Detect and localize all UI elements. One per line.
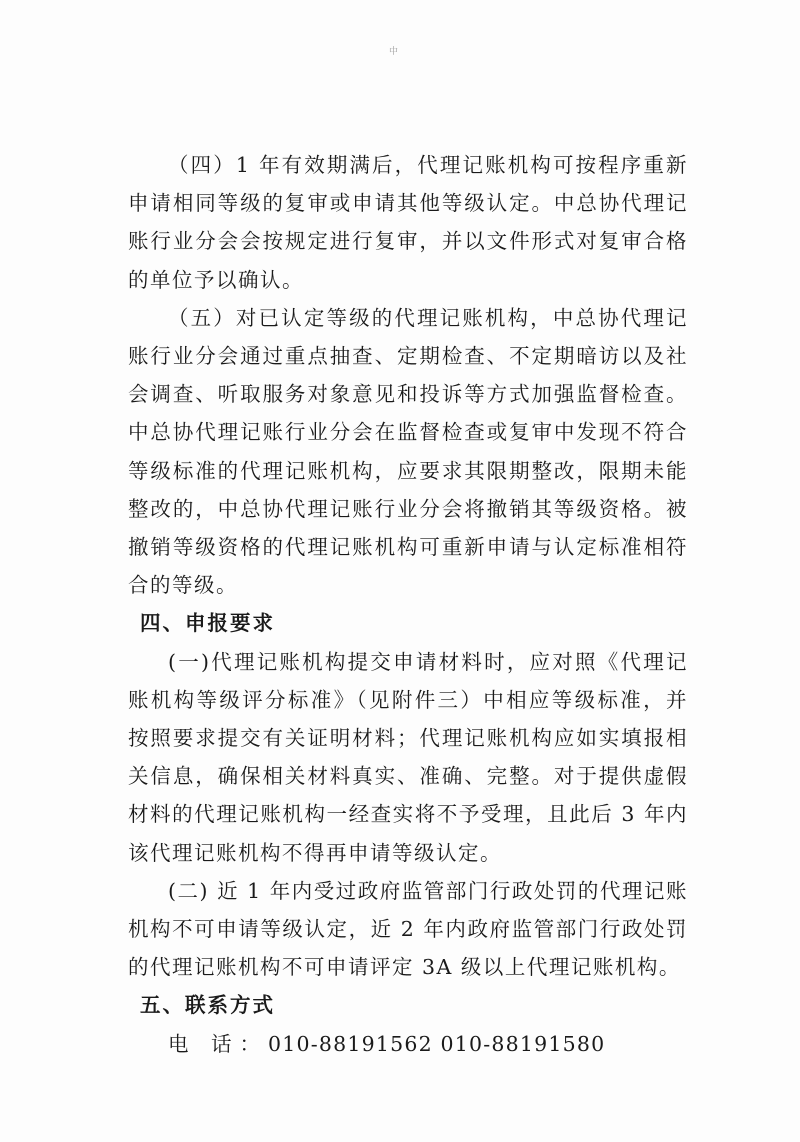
paragraph-item-4: （四）1 年有效期满后，代理记账机构可按程序重新申请相同等级的复审或申请其他等级认定。中总协代理记账行业分会会按规定进行复审，并以文件形式对复审合格的单位予以确认。 [128, 153, 688, 292]
requirement-item-2: (二) 近 1 年内受过政府监管部门行政处罚的代理记账机构不可申请等级认定，近 2 年内政府监管部门行政处罚的代理记账机构不可申请评定 3A 级以上代理记账机构。 [128, 878, 688, 980]
phone-label: 电 话： [168, 1031, 269, 1056]
paragraph-item-5: （五）对已认定等级的代理记账机构，中总协代理记账行业分会通过重点抽查、定期检查、不定期暗访以及社会调查、听取服务对象意见和投诉等方式加强监督检查。中总协代理记账行业分会在监督检查或复审中发现不符合等级标准的代理记账机构，应要求其限期整改，限期未能整改的，中总协代理记账行业分会将撤销其等级资格。被撤销等级资格的代理记账机构可重新申请与认定标准相符合的等级。 [128, 305, 688, 598]
requirement-item-1: (一)代理记账机构提交申请材料时，应对照《代理记账机构等级评分标准》（见附件三）中相应等级标准，并按照要求提交有关证明材料；代理记账机构应如实填报相关信息，确保相关材料真实、准确、完整。对于提供虚假材料的代理记账机构一经查实将不予受理，且此后 3 年内该代理记账机构不得再申请等级认定。 [128, 649, 688, 865]
phone-numbers: 010-88191562 010-88191580 [268, 1031, 606, 1056]
document-body [128, 146, 688, 1063]
section-heading-requirements: 四、申报要求 [140, 611, 275, 636]
contact-phone-line [128, 1025, 688, 1063]
page-top-mark: 中 [389, 47, 399, 57]
section-heading-contact: 五、联系方式 [140, 993, 275, 1018]
